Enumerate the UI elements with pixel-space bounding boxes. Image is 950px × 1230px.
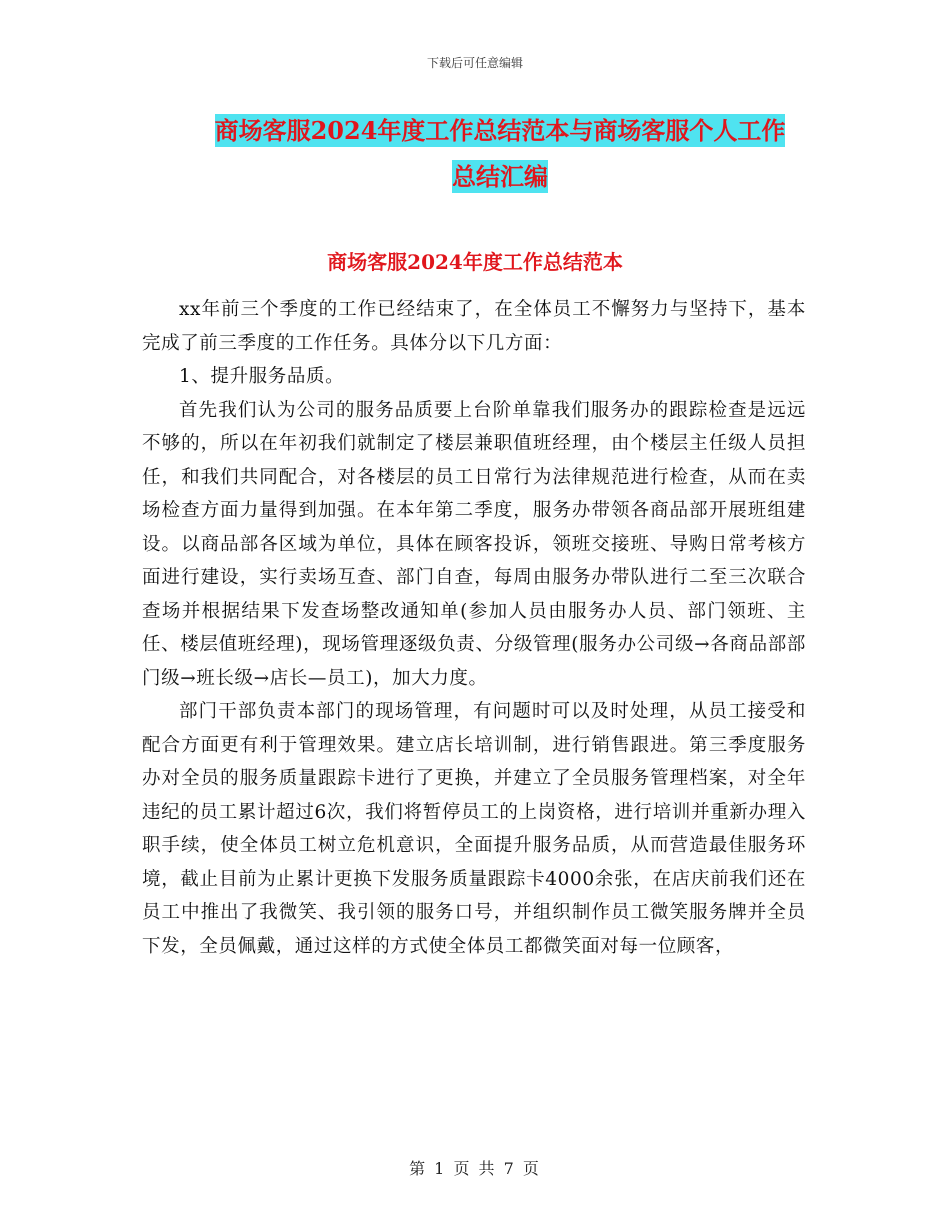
page-header-note: 下载后可任意编辑: [426, 56, 523, 70]
paragraph: 首先我们认为公司的服务品质要上台阶单靠我们服务办的跟踪检查是远远不够的，所以在年初我们就制定了楼层兼职值班经理，由个楼层主任级人员担任，和我们共同配合，对各楼层的员工日常行为法律规范进行检查，从而在卖场检查方面力量得到加强。在本年第二季度，服务办带领各商品部开展班组建设。以商品部各区域为单位，具体在顾客投诉，领班交接班、导购日常考核方面进行建设，实行卖场互查、部门自查，每周由服务办带队进行二至三次联合查场并根据结果下发查场整改通知单(参加人员由服务办人员、部门领班、主任、楼层值班经理)，现场管理逐级负责、分级管理(服务办公司级→各商品部部门级→班长级→店长—员工)，加大力度。: [142, 399, 806, 689]
body-text: [142, 293, 806, 963]
paragraph: 部门干部负责本部门的现场管理，有问题时可以及时处理，从员工接受和配合方面更有利于管理效果。建立店长培训制，进行销售跟进。第三季度服务办对全员的服务质量跟踪卡进行了更换，并建立了全员服务管理档案，对全年违纪的员工累计超过6次，我们将暂停员工的上岗资格，进行培训并重新办理入职手续，使全体员工树立危机意识，全面提升服务品质，从而营造最佳服务环境，截止目前为止累计更换下发服务质量跟踪卡4000余张，在店庆前我们还在员工中推出了我微笑、我引领的服务口号，并组织制作员工微笑服务牌并全员下发，全员佩戴，通过这样的方式使全体员工都微笑面对每一位顾客，: [142, 701, 806, 957]
paragraph: xx年前三个季度的工作已经结束了，在全体员工不懈努力与坚持下，基本完成了前三季度的工作任务。具体分以下几方面：: [142, 299, 806, 354]
document-title-line-1: 商场客服2024年度工作总结范本与商场客服个人工作: [214, 116, 786, 145]
paragraph: 1、提升服务品质。: [179, 366, 345, 387]
document-title: [140, 108, 860, 200]
document-title-line-2: 总结汇编: [452, 162, 548, 191]
section-title: 商场客服2024年度工作总结范本: [327, 250, 623, 274]
page-number-footer: 第 1 页 共 7 页: [409, 1159, 541, 1178]
